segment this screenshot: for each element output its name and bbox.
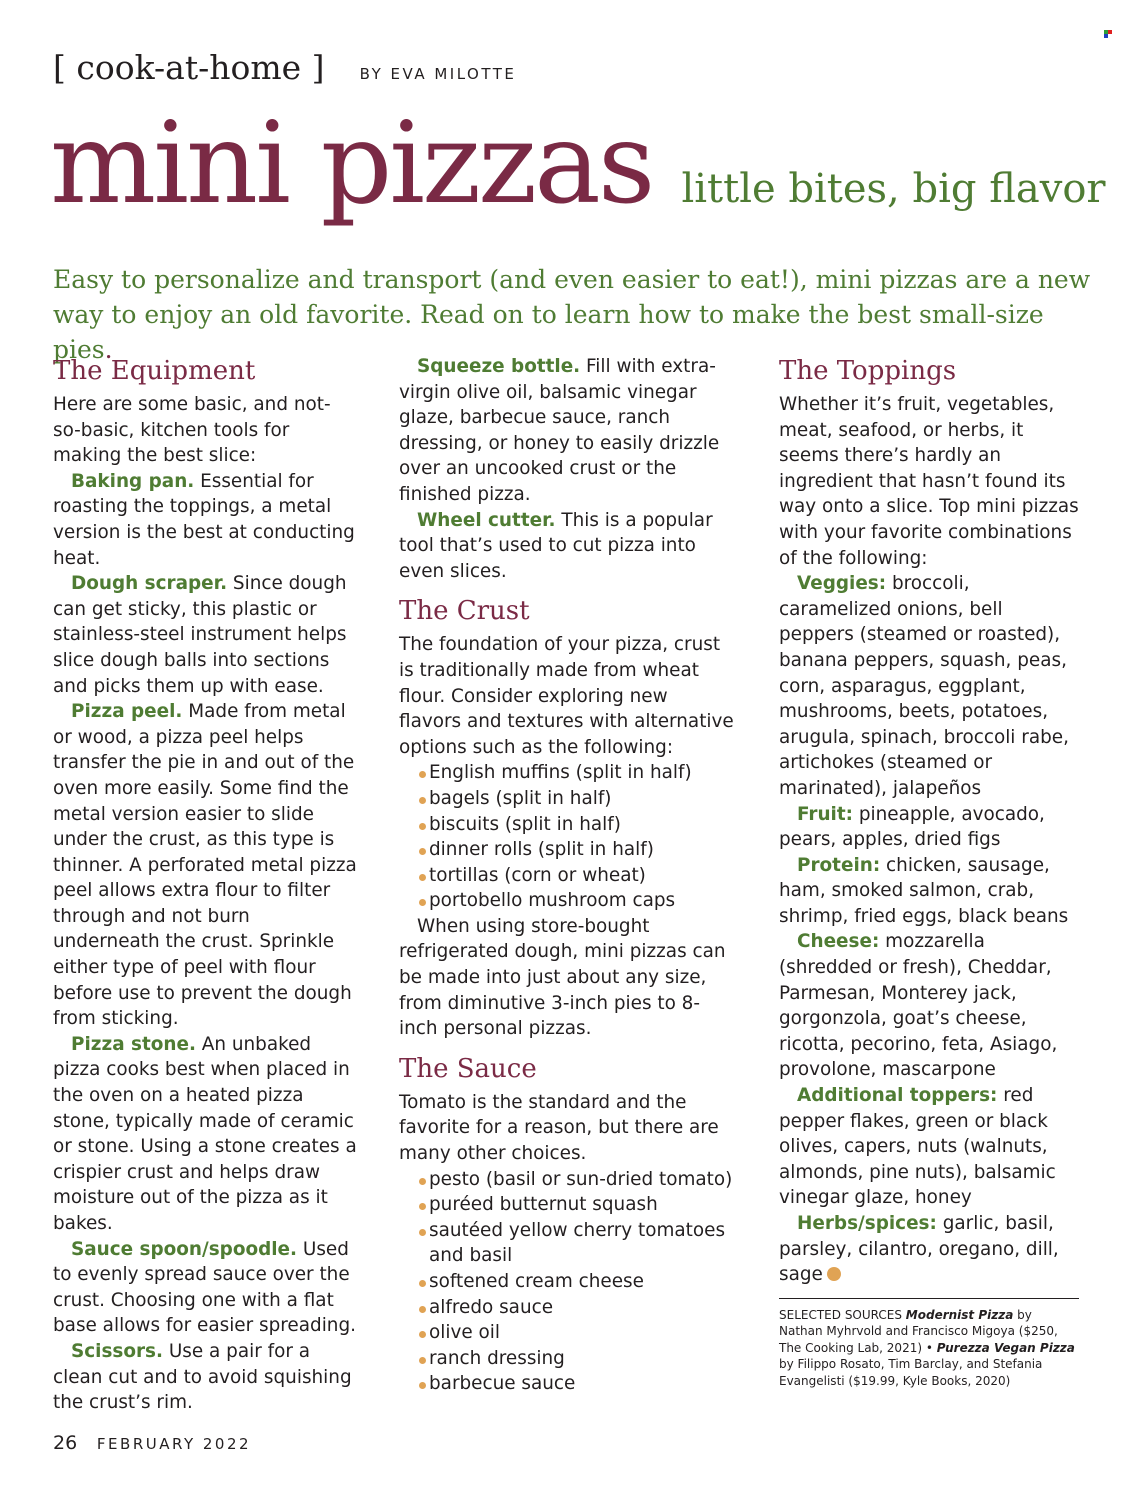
list-item: English muffins (split in half) xyxy=(419,760,734,786)
list-item: sautéed yellow cherry tomatoes and basil xyxy=(419,1218,734,1269)
intro-period: . xyxy=(104,335,113,364)
topping-text: red pepper flakes, green or black olives, capers, nuts (walnuts, almonds, pine nuts), balsamic vinegar glaze, honey xyxy=(779,1085,1056,1209)
registration-marks xyxy=(1104,30,1114,38)
topping-text: garlic, basil, parsley, cilantro, oregano, dill, sage xyxy=(779,1213,1059,1286)
list-item: alfredo sauce xyxy=(419,1295,734,1321)
column-1 xyxy=(53,354,358,1416)
equipment-item xyxy=(53,571,358,699)
equipment-term: Dough scraper. xyxy=(71,573,228,595)
equipment-item xyxy=(53,1237,358,1339)
equipment-item xyxy=(53,1032,358,1237)
topping-text: mozzarella (shredded or fresh), Cheddar, Parmesan, Monterey jack, gorgonzola, goat’s cheese, ricotta, pecorino, feta, Asiago, provolone, mascarpone xyxy=(779,931,1058,1081)
source-book-title: Modernist Pizza xyxy=(905,1307,1014,1322)
equipment-item xyxy=(53,469,358,571)
list-item: softened cream cheese xyxy=(419,1269,734,1295)
sauce-intro: Tomato is the standard and the favorite for a reason, but there are many other choices. xyxy=(399,1091,719,1165)
source-book-title: Purezza Vegan Pizza xyxy=(936,1340,1075,1355)
equipment-term: Pizza peel. xyxy=(71,701,183,723)
topping-item xyxy=(779,571,1079,801)
equipment-term: Squeeze bottle. xyxy=(417,356,581,377)
list-item: ranch dressing xyxy=(419,1346,734,1372)
page-number: 26 xyxy=(53,1432,78,1454)
equipment-term: Scissors. xyxy=(71,1340,163,1362)
topping-term: Fruit: xyxy=(797,803,853,825)
source-book-info: by Filippo Rosato, Tim Barclay, and Stefania Evangelisti ($19.99, Kyle Books, 2020) xyxy=(779,1357,1043,1388)
list-item: puréed butternut squash xyxy=(419,1192,734,1218)
sauce-list xyxy=(399,1167,734,1397)
list-item: bagels (split in half) xyxy=(419,786,734,812)
topping-term: Protein: xyxy=(797,854,881,876)
equipment-text: Made from metal or wood, a pizza peel helps transfer the pie in and out of the oven more easily. Some find the metal version easier to slide under the crust, as this type is thinner. A perforated metal pizza peel allows extra flour to filter through and not burn underneath the crust. Sprinkle either type of peel with flour before use to prevent the dough from sticking. xyxy=(53,701,357,1030)
topping-text: broccoli, caramelized onions, bell peppers (steamed or roasted), banana peppers, squash, peas, corn, asparagus, eggplant, mushrooms, beets, potatoes, arugula, spinach, broccoli rabe, artichokes (steamed or marinated), jalapeños xyxy=(779,573,1069,799)
source-book-info: by Nathan Myhrvold and Francisco Migoya ($250, The Cooking Lab, 2021) • xyxy=(779,1307,1058,1355)
article-title xyxy=(50,99,1106,229)
list-item: barbecue sauce xyxy=(419,1371,734,1397)
issue-date: FEBRUARY 2022 xyxy=(96,1435,252,1453)
equipment-term: Pizza stone. xyxy=(71,1033,196,1055)
equipment-item xyxy=(399,354,734,508)
equipment-item xyxy=(53,1339,358,1416)
toppings-heading: The Toppings xyxy=(779,356,957,386)
equipment-term: Baking pan. xyxy=(71,470,195,492)
topping-item xyxy=(779,929,1079,1083)
equipment-intro: Here are some basic, and not-so-basic, kitchen tools for making the best slice: xyxy=(53,394,331,467)
column-3 xyxy=(779,354,1079,1389)
column-2 xyxy=(399,354,734,1397)
topping-text: pineapple, avocado, pears, apples, dried figs xyxy=(779,803,1045,851)
topping-item xyxy=(779,853,1079,930)
crust-heading: The Crust xyxy=(399,596,530,627)
topping-term: Veggies: xyxy=(797,573,887,595)
list-item: dinner rolls (split in half) xyxy=(419,837,734,863)
topping-term: Herbs/spices: xyxy=(797,1213,937,1234)
page-footer xyxy=(53,1432,251,1454)
title-main: mini pizzas xyxy=(50,99,653,229)
intro-text: Easy to personalize and transport (and even easier to eat!), mini pizzas are a new way to enjoy an old favorite. Read on to learn how to make the best small-size pies xyxy=(53,265,1091,364)
equipment-item xyxy=(399,508,734,585)
list-item: olive oil xyxy=(419,1320,734,1346)
title-subtitle: little bites, big flavor xyxy=(681,166,1106,212)
crust-list xyxy=(399,760,734,914)
topping-term: Cheese: xyxy=(797,931,880,953)
list-item: tortillas (corn or wheat) xyxy=(419,863,734,889)
crust-intro: The foundation of your pizza, crust is traditionally made from wheat flour. Consider exploring new flavors and textures with alternative options such as the following: xyxy=(399,634,734,758)
intro-paragraph xyxy=(53,262,1093,367)
end-mark-icon xyxy=(827,1267,841,1281)
crust-outro: When using store-bought refrigerated dough, mini pizzas can be made into just about any size, from diminutive 3-inch pies to 8-inch personal pizzas. xyxy=(399,915,726,1040)
toppings-intro: Whether it’s fruit, vegetables, meat, seafood, or herbs, it seems there’s hardly an ingredient that hasn’t found its way onto a slice. Top mini pizzas with your favorite combinations of the following: xyxy=(779,394,1079,569)
equipment-text: Since dough can get sticky, this plastic or stainless-steel instrument helps slice dough balls into sections and picks them up with ease. xyxy=(53,573,347,697)
list-item: biscuits (split in half) xyxy=(419,812,734,838)
topping-item xyxy=(779,1211,1079,1288)
equipment-text: An unbaked pizza cooks best when placed in the oven on a heated pizza stone, typically made of ceramic or stone. Using a stone creates a crispier crust and helps draw moisture out of the pizza as it bakes. xyxy=(53,1033,357,1234)
byline: BY EVA MILOTTE xyxy=(359,65,517,83)
list-item: pesto (basil or sun-dried tomato) xyxy=(419,1167,734,1193)
list-item: portobello mushroom caps xyxy=(419,888,734,914)
equipment-term: Sauce spoon/spoodle. xyxy=(71,1238,298,1260)
topping-text: chicken, sausage, ham, smoked salmon, crab, shrimp, fried eggs, black beans xyxy=(779,854,1069,927)
equipment-item xyxy=(53,699,358,1032)
header xyxy=(53,48,516,92)
equipment-term: Wheel cutter. xyxy=(417,509,556,531)
equipment-text: Fill with extra-virgin olive oil, balsamic vinegar glaze, barbecue sauce, ranch dressing, or honey to easily drizzle over an uncooked crust or the finished pizza. xyxy=(399,356,720,505)
sources-label: SELECTED SOURCES xyxy=(779,1307,906,1322)
selected-sources xyxy=(779,1298,1079,1390)
equipment-heading: The Equipment xyxy=(53,356,256,386)
sauce-heading: The Sauce xyxy=(399,1053,537,1084)
topping-term: Additional toppers: xyxy=(797,1085,998,1107)
equipment-text: This is a popular tool that’s used to cut pizza into even slices. xyxy=(399,509,713,582)
equipment-text: Use a pair for a clean cut and to avoid squishing the crust’s rim. xyxy=(53,1340,352,1414)
topping-item xyxy=(779,802,1079,853)
topping-item xyxy=(779,1083,1079,1211)
section-tag: [ cook-at-home ] xyxy=(53,48,325,87)
equipment-text: Essential for roasting the toppings, a metal version is the best at conducting heat. xyxy=(53,470,355,569)
equipment-text: Used to evenly spread sauce over the crust. Choosing one with a flat base allows for easier spreading. xyxy=(53,1238,356,1337)
